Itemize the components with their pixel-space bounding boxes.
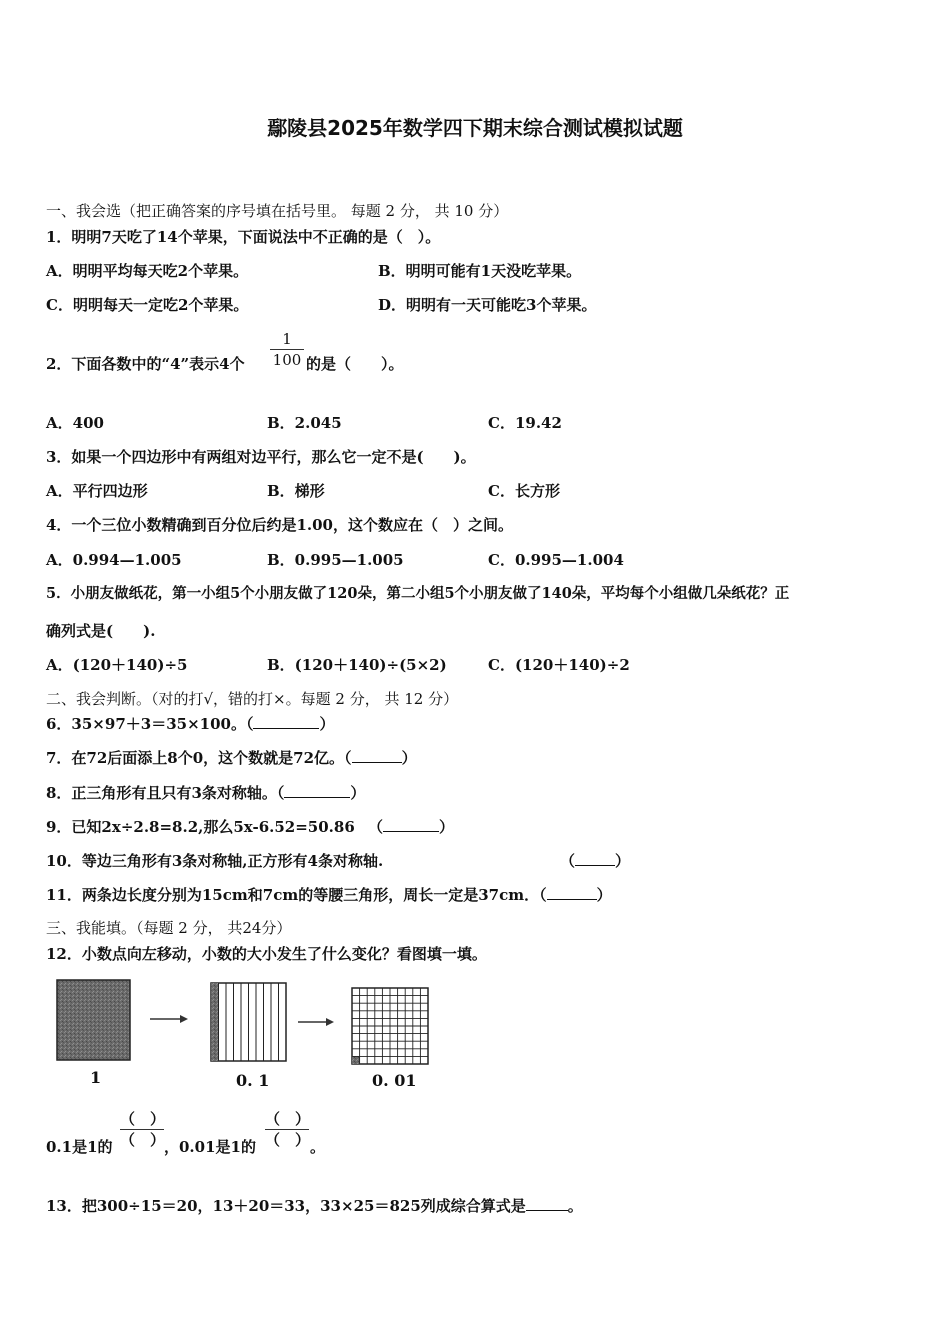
- fill-text-end: 。: [310, 1138, 326, 1156]
- fraction-bar: [270, 349, 304, 350]
- fraction-blank-2[interactable]: [265, 1110, 309, 1149]
- arrow-right-icon: [150, 1015, 188, 1023]
- fraction-numerator: 1: [282, 330, 292, 348]
- question-6-close: ）: [319, 715, 335, 733]
- fraction-bar: [120, 1129, 164, 1130]
- hundredths-grid: [352, 988, 428, 1064]
- arrow-right-icon: [298, 1018, 334, 1026]
- question-4-stem: 4．一个三位小数精确到百分位后约是1.00，这个数应在（ ）之间。: [46, 516, 513, 534]
- answer-blank-13[interactable]: [526, 1210, 568, 1211]
- question-8-text: 8．正三角形有且只有3条对称轴。（: [46, 784, 285, 802]
- figure-label-1: 1: [90, 1068, 102, 1087]
- question-5-stem-line2: 确列式是( ).: [46, 622, 156, 640]
- question-13-end: 。: [567, 1197, 583, 1215]
- question-7-close: ）: [401, 749, 417, 767]
- section-heading-1: 一、我会选（把正确答案的序号填在括号里。 每题 2 分， 共 10 分）: [46, 202, 509, 220]
- answer-blank-6[interactable]: [253, 728, 319, 729]
- fraction-blank-1-numerator: （ ）: [120, 1110, 166, 1128]
- q2-option-b: B．2.045: [267, 414, 342, 432]
- q3-option-c: C．长方形: [488, 482, 560, 500]
- page-title: 鄢陵县2025年数学四下期末综合测试模拟试题: [267, 116, 683, 140]
- fraction-blank-1-denominator: （ ）: [120, 1131, 166, 1149]
- question-10-close: ）: [615, 852, 631, 870]
- answer-blank-9[interactable]: [383, 831, 439, 832]
- question-13-text: 13．把300÷15＝20，13＋20＝33，33×25＝825列成综合算式是: [46, 1197, 526, 1215]
- question-11-text: 11．两条边长度分别为15cm和7cm的等腰三角形，周长一定是37cm．（: [46, 886, 547, 904]
- fraction-bar: [265, 1129, 309, 1130]
- figure-label-0-01: 0. 01: [372, 1071, 417, 1090]
- question-6-text: 6．35×97＋3＝35×100。（: [46, 715, 254, 733]
- fraction-blank-2-numerator: （ ）: [265, 1110, 311, 1128]
- fill-text-b: ，0.01是1的: [164, 1138, 256, 1156]
- q5-option-b: B．(120＋140)÷(5×2): [267, 656, 447, 674]
- fraction-denominator: 100: [272, 351, 302, 369]
- question-10-open: （: [560, 852, 576, 870]
- question-9-close: ）: [439, 818, 455, 836]
- fraction-blank-2-denominator: （ ）: [265, 1131, 311, 1149]
- q5-option-c: C．(120＋140)÷2: [488, 656, 630, 674]
- question-9-text: 9．已知2x÷2.8=8.2,那么5x-6.52=50.86: [46, 818, 355, 836]
- answer-blank-11[interactable]: [547, 899, 597, 900]
- question-12-stem: 12．小数点向左移动，小数的大小发生了什么变化？看图填一填。: [46, 945, 487, 963]
- question-2-stem-post: 的是（ ）。: [306, 355, 404, 373]
- question-8: [46, 783, 365, 803]
- q4-option-a: A．0.994—1.005: [46, 551, 182, 569]
- q3-option-a: A．平行四边形: [46, 482, 148, 500]
- fraction-blank-1[interactable]: [120, 1110, 164, 1149]
- section-heading-2: 二、我会判断。（对的打√，错的打×。每题 2 分， 共 12 分）: [46, 690, 459, 708]
- q5-option-a: A．(120＋140)÷5: [46, 656, 188, 674]
- answer-blank-8[interactable]: [284, 797, 350, 798]
- question-8-close: ）: [350, 784, 366, 802]
- q2-option-c: C．19.42: [488, 414, 562, 432]
- q2-option-a: A．400: [46, 414, 104, 432]
- question-1-stem: 1．明明7天吃了14个苹果，下面说法中不正确的是（ ）。: [46, 228, 441, 246]
- question-11: [46, 885, 612, 905]
- question-7: [46, 748, 417, 768]
- q4-option-b: B．0.995—1.005: [267, 551, 404, 569]
- answer-blank-7[interactable]: [352, 762, 402, 763]
- question-9-open: （: [368, 818, 384, 836]
- figure-label-0-1: 0. 1: [236, 1071, 270, 1090]
- question-6: [46, 714, 334, 734]
- question-11-close: ）: [596, 886, 612, 904]
- q1-option-b: B．明明可能有1天没吃苹果。: [378, 262, 582, 280]
- question-2-stem-pre: 2．下面各数中的“4”表示4个: [46, 355, 245, 373]
- q1-option-a: A．明明平均每天吃2个苹果。: [46, 262, 249, 280]
- q3-option-b: B．梯形: [267, 482, 325, 500]
- question-10-answer: [560, 851, 630, 871]
- whole-square-shaded: [57, 980, 130, 1060]
- tenths-grid: [211, 983, 286, 1061]
- question-9-answer: [368, 817, 454, 837]
- q1-option-d: D．明明有一天可能吃3个苹果。: [378, 296, 597, 314]
- question-13: [46, 1196, 583, 1216]
- section-heading-3: 三、我能填。（每题 2 分， 共24分）: [46, 919, 292, 937]
- question-3-stem: 3．如果一个四边形中有两组对边平行，那么它一定不是( )。: [46, 448, 476, 466]
- question-5-stem-line1: 5．小朋友做纸花，第一小组5个小朋友做了120朵，第二小组5个小朋友做了140朵，平均每个小组做几朵纸花？正: [46, 585, 790, 602]
- question-7-text: 7．在72后面添上8个0，这个数就是72亿。（: [46, 749, 352, 767]
- q4-option-c: C．0.995—1.004: [488, 551, 624, 569]
- answer-blank-10[interactable]: [575, 865, 615, 866]
- fraction-one-hundredth: [270, 330, 304, 369]
- q1-option-c: C．明明每天一定吃2个苹果。: [46, 296, 249, 314]
- fill-text-a: 0.1是1的: [46, 1138, 113, 1156]
- question-10-text: 10．等边三角形有3条对称轴,正方形有4条对称轴.: [46, 852, 384, 870]
